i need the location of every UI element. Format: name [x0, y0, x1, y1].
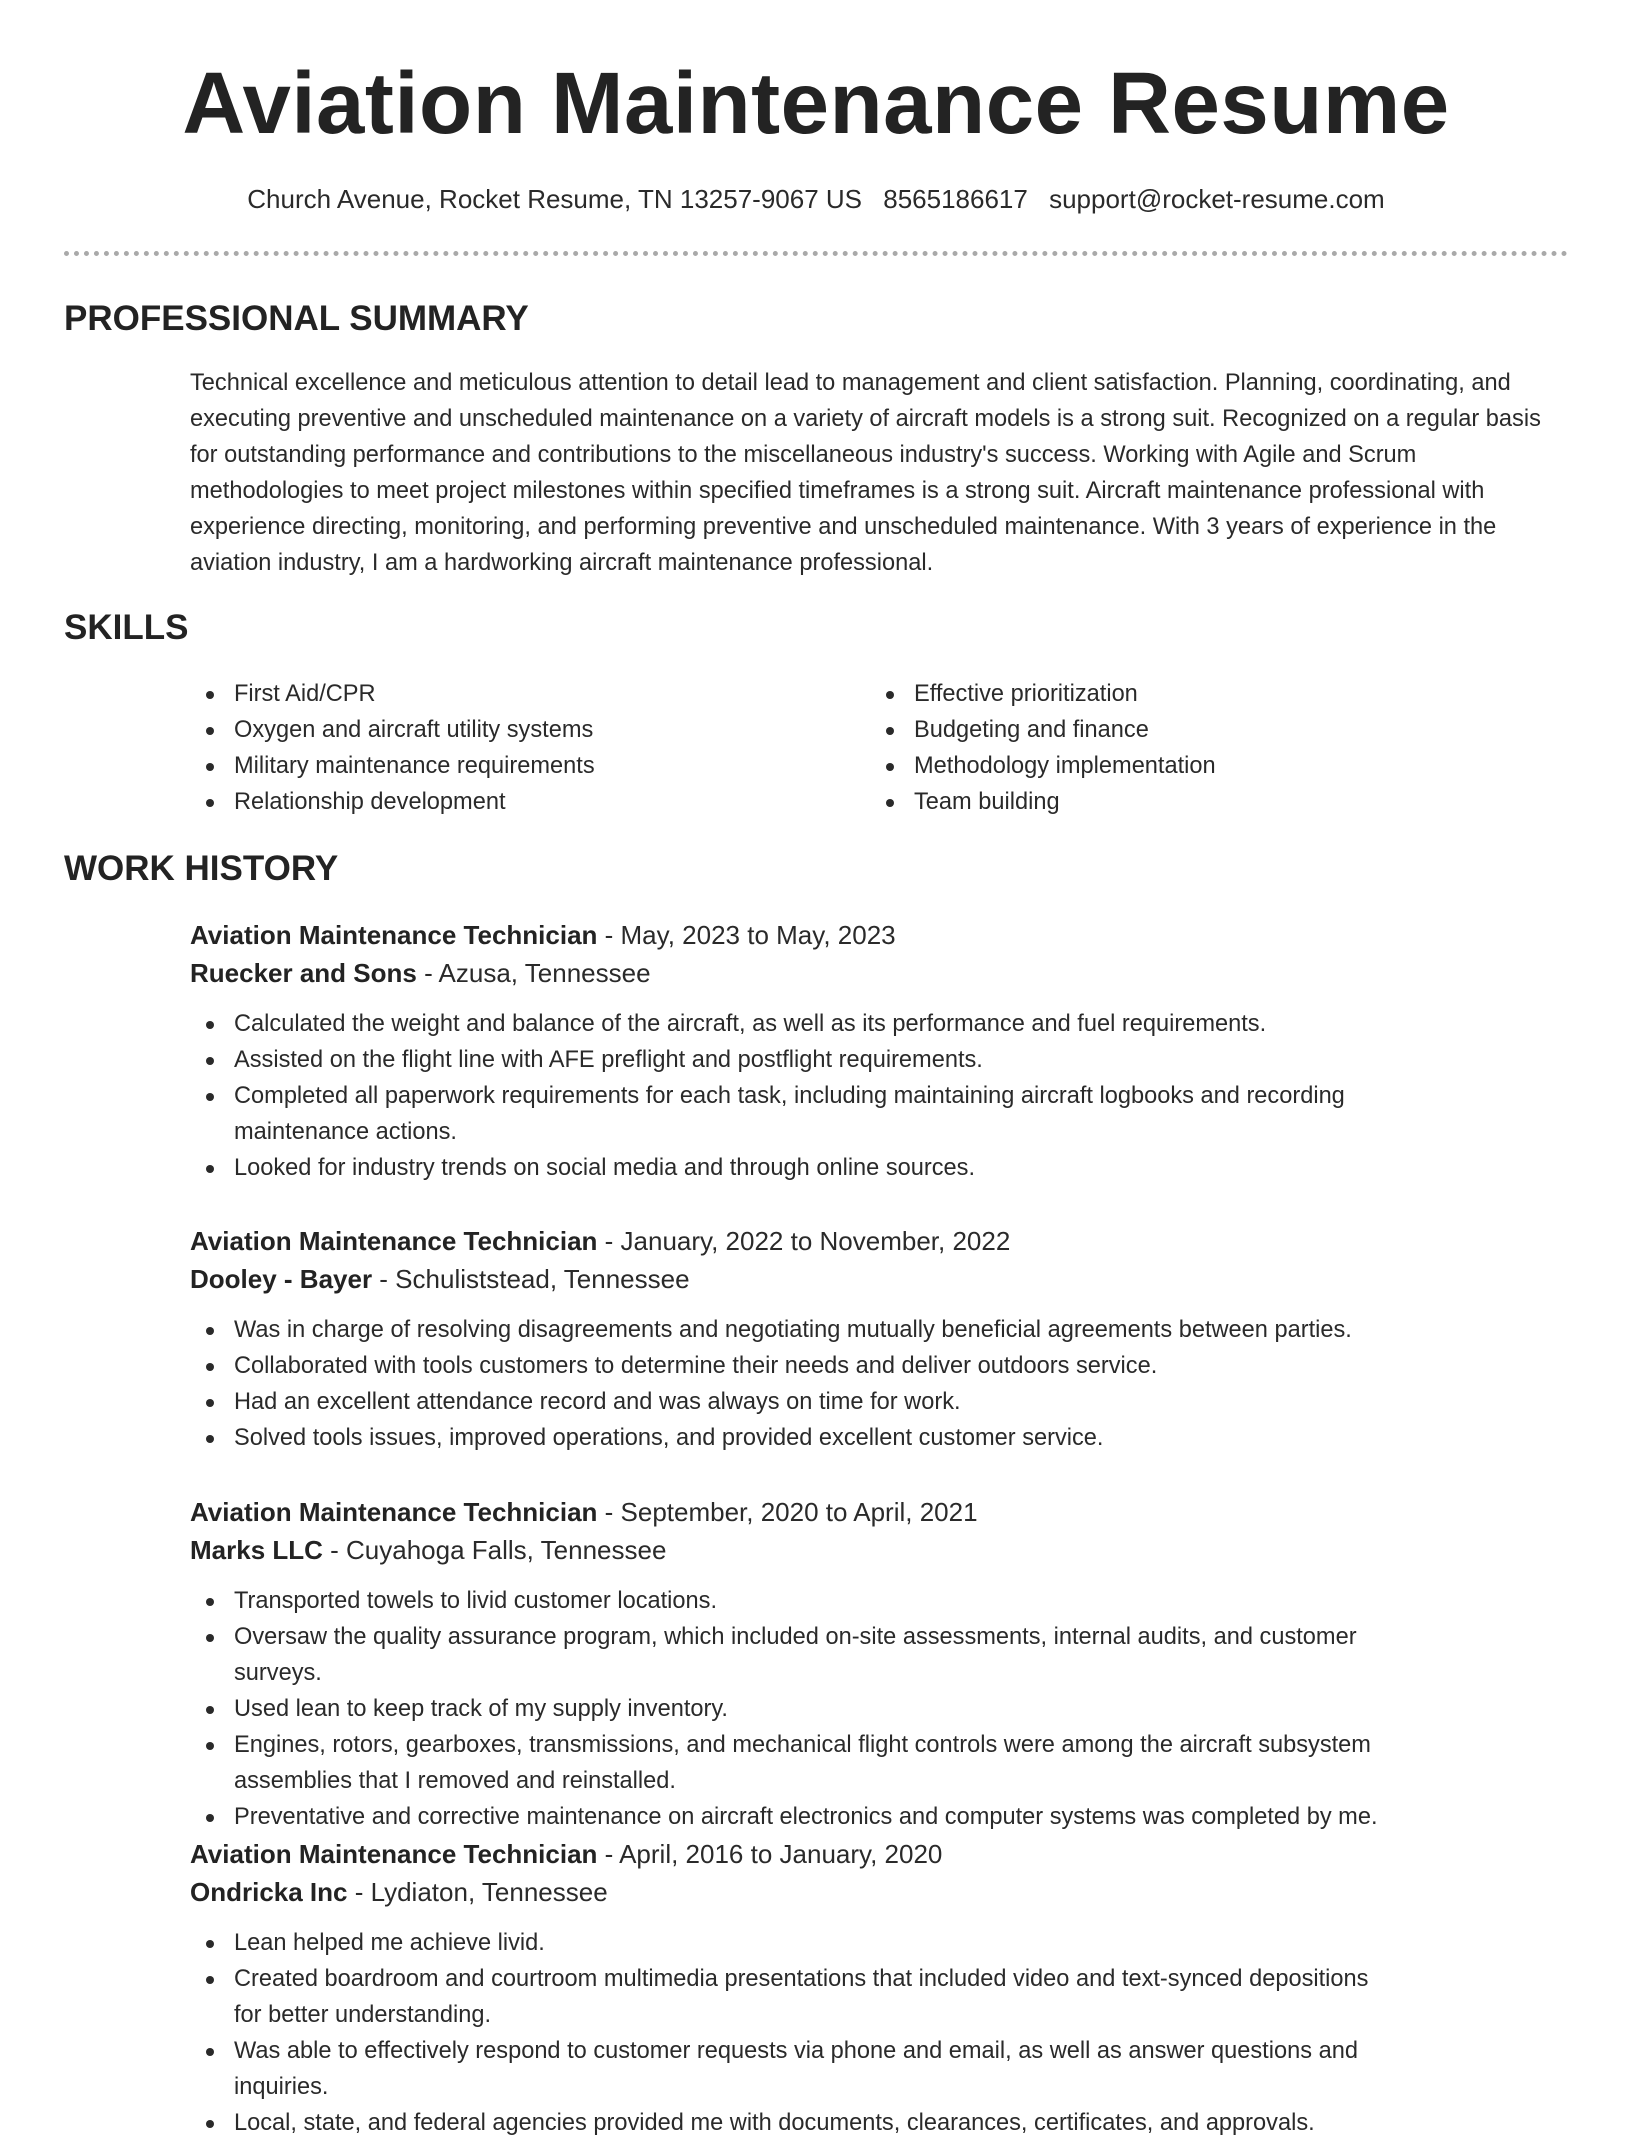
job-title-line — [190, 1835, 1570, 1873]
job-bullet: Looked for industry trends on social media and through online sources. — [190, 1150, 1380, 1186]
summary-text: Technical excellence and meticulous attention to detail lead to management and client satisfaction. Planning, coordinating, and executing preventive and unscheduled maintenance on a variety of aircraft models is a strong suit. Recognized on a regular basis for outstanding performance and contributions to the miscellaneous industry's success. Working with Agile and Scrum methodologies to meet project milestones within specified timeframes is a strong suit. Aircraft maintenance professional with experience directing, monitoring, and performing preventive and unscheduled maintenance. With 3 years of experience in the aviation industry, I am a hardworking aircraft maintenance professional. — [190, 370, 1541, 576]
job-bullet: Created boardroom and courtroom multimedia presentations that included video and text-synced depositions for better understanding. — [190, 1961, 1380, 2033]
job-bullet: Was able to effectively respond to customer requests via phone and email, as well as answer questions and inquiries. — [190, 2033, 1380, 2105]
job-bullet: Local, state, and federal agencies provided me with documents, clearances, certificates, and approvals. — [190, 2105, 1380, 2141]
section-heading-work-history: WORK HISTORY — [64, 849, 339, 888]
job-location: - Schuliststead, Tennessee — [372, 1264, 690, 1294]
section-heading-skills: SKILLS — [64, 608, 189, 647]
header-divider — [64, 251, 1568, 256]
job-bullet: Completed all paperwork requirements for each task, including maintaining aircraft logbooks and recording maintenance actions. — [190, 1078, 1380, 1150]
skill-item: Methodology implementation — [870, 748, 1530, 784]
job-bullet: Lean helped me achieve livid. — [190, 1925, 1380, 1961]
job-bullets — [190, 1925, 1380, 2141]
job-bullets — [190, 1006, 1380, 1186]
skill-item: Team building — [870, 784, 1530, 820]
skills-list-right — [870, 676, 1530, 820]
job-title: Aviation Maintenance Technician — [190, 1226, 598, 1256]
section-heading-summary: PROFESSIONAL SUMMARY — [64, 299, 529, 338]
job-company-line — [190, 954, 1570, 992]
job-company: Ruecker and Sons — [190, 958, 417, 988]
skill-item: Effective prioritization — [870, 676, 1530, 712]
skill-item: Oxygen and aircraft utility systems — [190, 712, 850, 748]
job-title: Aviation Maintenance Technician — [190, 1839, 598, 1869]
job-bullet: Used lean to keep track of my supply inventory. — [190, 1691, 1380, 1727]
resume-title: Aviation Maintenance Resume — [182, 55, 1450, 152]
job-company-line — [190, 1531, 1570, 1569]
skill-item: Military maintenance requirements — [190, 748, 850, 784]
job-title-line — [190, 1493, 1570, 1531]
job-bullet: Preventative and corrective maintenance on aircraft electronics and computer systems was completed by me. — [190, 1799, 1380, 1835]
job-dates: - January, 2022 to November, 2022 — [597, 1226, 1011, 1256]
job-company: Dooley - Bayer — [190, 1264, 373, 1294]
job-bullet: Collaborated with tools customers to determine their needs and deliver outdoors service. — [190, 1348, 1380, 1384]
job-title: Aviation Maintenance Technician — [190, 1497, 598, 1527]
contact-address: Church Avenue, Rocket Resume, TN 13257-9067 US — [247, 184, 863, 214]
job-dates: - May, 2023 to May, 2023 — [597, 920, 896, 950]
job-company-line — [190, 1260, 1570, 1298]
job-bullet: Had an excellent attendance record and was always on time for work. — [190, 1384, 1380, 1420]
job-bullet: Oversaw the quality assurance program, which included on-site assessments, internal audits, and customer surveys. — [190, 1619, 1380, 1691]
contact-phone[interactable]: 8565186617 — [883, 184, 1028, 214]
job-bullet: Engines, rotors, gearboxes, transmissions, and mechanical flight controls were among the aircraft subsystem assemblies that I removed and reinstalled. — [190, 1727, 1380, 1799]
job-entry — [190, 1222, 1570, 1456]
job-entry — [190, 1493, 1570, 1835]
job-location: - Cuyahoga Falls, Tennessee — [322, 1535, 667, 1565]
job-entry — [190, 1835, 1570, 2141]
job-dates: - April, 2016 to January, 2020 — [597, 1839, 943, 1869]
job-bullet: Calculated the weight and balance of the aircraft, as well as its performance and fuel requirements. — [190, 1006, 1380, 1042]
job-dates: - September, 2020 to April, 2021 — [597, 1497, 978, 1527]
skills-list-left — [190, 676, 850, 820]
job-bullets — [190, 1583, 1380, 1835]
skill-item: Budgeting and finance — [870, 712, 1530, 748]
job-bullets — [190, 1312, 1380, 1456]
job-title: Aviation Maintenance Technician — [190, 920, 598, 950]
job-bullet: Was in charge of resolving disagreements and negotiating mutually beneficial agreements between parties. — [190, 1312, 1380, 1348]
job-entry — [190, 916, 1570, 1186]
job-company: Marks LLC — [190, 1535, 323, 1565]
job-bullet: Solved tools issues, improved operations, and provided excellent customer service. — [190, 1420, 1380, 1456]
contact-line — [0, 181, 1632, 217]
job-bullet: Assisted on the flight line with AFE preflight and postflight requirements. — [190, 1042, 1380, 1078]
job-title-line — [190, 1222, 1570, 1260]
job-title-line — [190, 916, 1570, 954]
skill-item: First Aid/CPR — [190, 676, 850, 712]
job-location: - Lydiaton, Tennessee — [347, 1877, 608, 1907]
job-bullet: Transported towels to livid customer locations. — [190, 1583, 1380, 1619]
skill-item: Relationship development — [190, 784, 850, 820]
job-location: - Azusa, Tennessee — [416, 958, 651, 988]
job-company-line — [190, 1873, 1570, 1911]
contact-email[interactable]: support@rocket-resume.com — [1049, 184, 1385, 214]
job-company: Ondricka Inc — [190, 1877, 348, 1907]
